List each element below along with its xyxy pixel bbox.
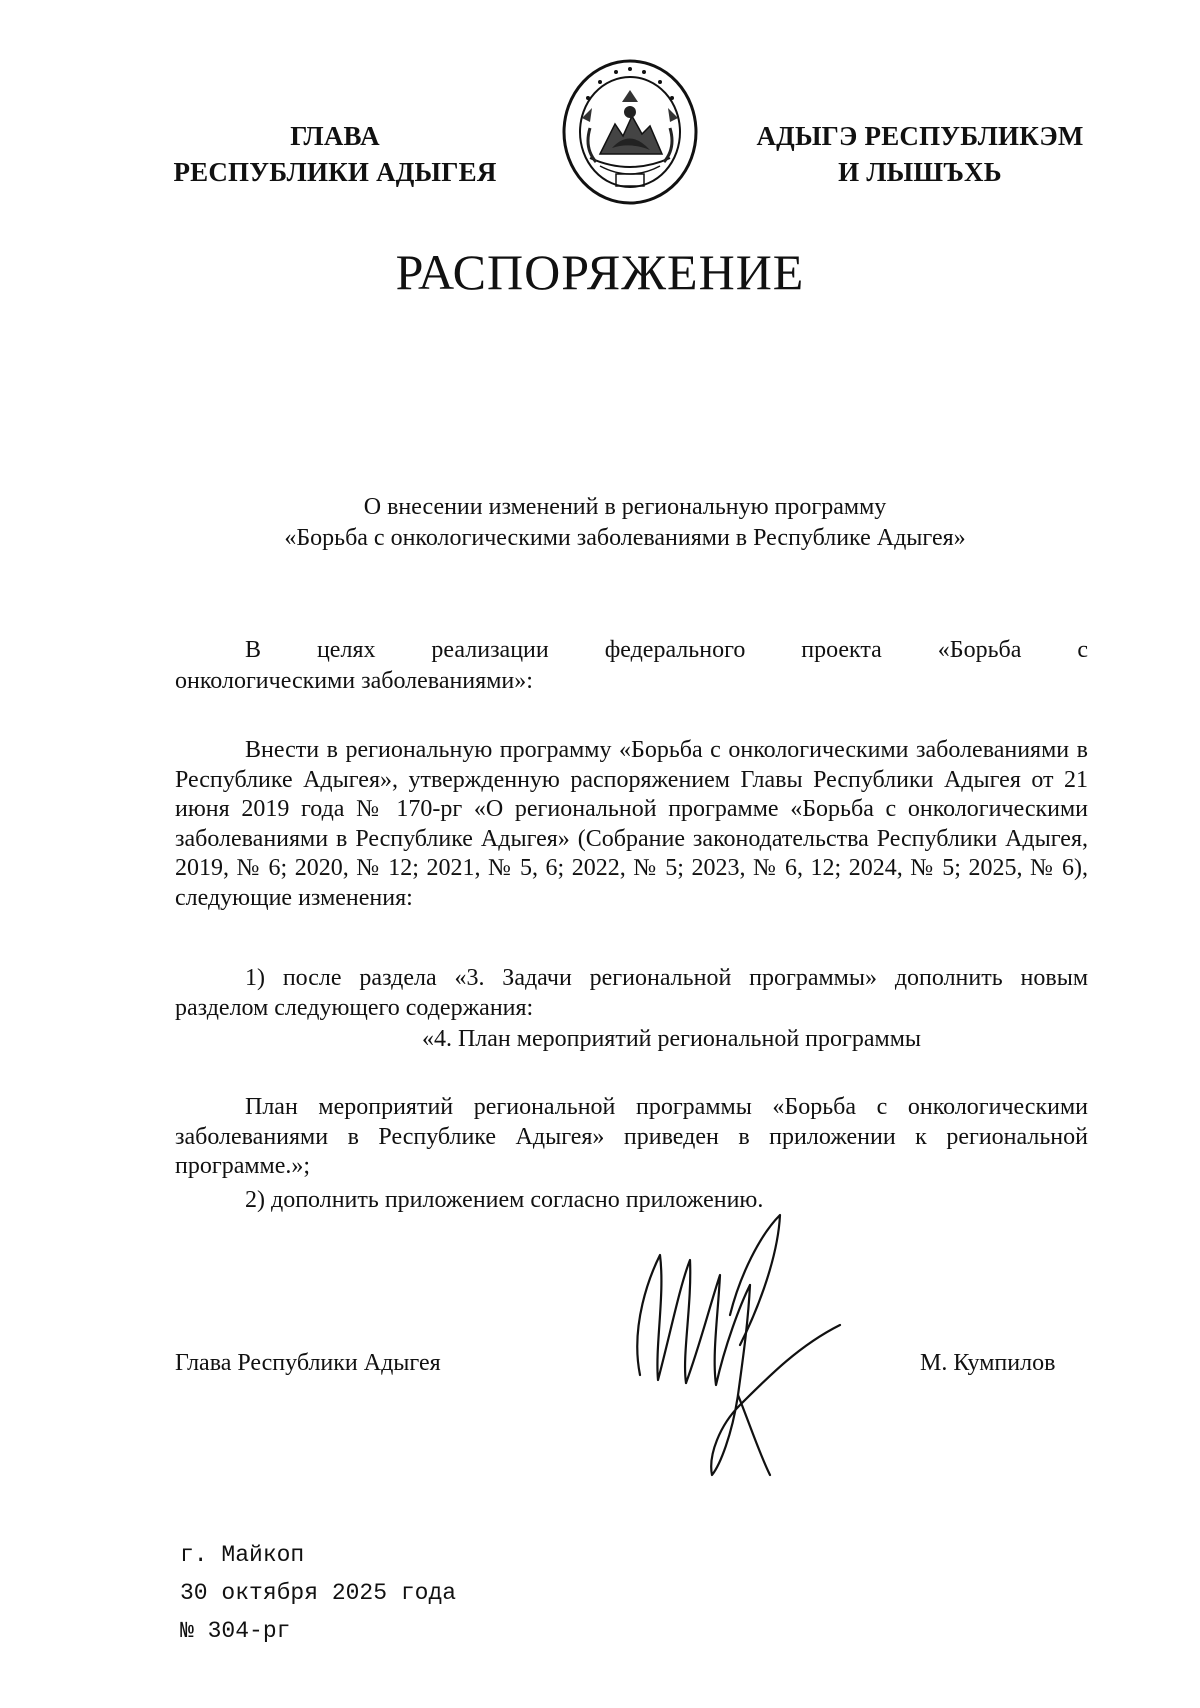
subject-line1: О внесении изменений в региональную программу [363, 494, 887, 520]
plan-paragraph: План мероприятий региональной программы «Борьба с онкологическими заболеваниями в Республике Адыгея» приведен в приложении к региональной программе.»; [175, 1094, 1088, 1179]
issuer-title-line1: ГЛАВА [290, 121, 380, 151]
signer-name: М. Кумпилов [920, 1350, 1056, 1376]
main-paragraph: Внести в региональную программу «Борьба с онкологическими заболеваниями в Республике Адыгея», утвержденную распоряжением Главы Республики Адыгея от 21 июня 2019 года № 170-рг «О региональной программе «Борьба с онкологическими заболеваниями в Республике Адыгея» (Собрание законодательства Республики Адыгея, 2019, № 6; 2020, № 12; 2021, № 5, 6; 2022, № 5; 2023, № 6, 12; 2024, № 5; 2025, № 6), следующие изменения: [175, 737, 1088, 911]
amendment-item-1: 1) после раздела «3. Задачи региональной программы» дополнить новым разделом следующего содержания: [175, 965, 1088, 1021]
subject-line2: «Борьба с онкологическими заболеваниями в Республике Адыгея» [284, 525, 966, 551]
section-heading: «4. План мероприятий региональной программы [421, 1026, 922, 1052]
preamble-line1: В целях реализации федерального проекта «Борьба с [245, 637, 1088, 663]
document-type-title: РАСПОРЯЖЕНИЕ [395, 244, 805, 300]
issuer-header-adyghe [735, 118, 1105, 190]
document-subject [160, 492, 1090, 554]
issuer-header-russian [160, 118, 510, 190]
amendment-item-2: 2) дополнить приложением согласно приложению. [245, 1187, 764, 1213]
preamble-line2: онкологическими заболеваниями»: [175, 668, 533, 694]
signer-title: Глава Республики Адыгея [175, 1350, 441, 1376]
issue-city: г. Майкоп [180, 1542, 305, 1568]
coat-of-arms-icon [560, 58, 700, 206]
handwritten-signature-icon [620, 1195, 870, 1485]
issuer-title-adyghe-line2: И ЛЫШЪХЬ [838, 157, 1002, 187]
issuer-title-adyghe-line1: АДЫГЭ РЕСПУБЛИКЭМ [756, 121, 1084, 151]
issue-date: 30 октября 2025 года [180, 1580, 457, 1606]
document-number: № 304-рг [180, 1618, 291, 1644]
issuer-title-line2: РЕСПУБЛИКИ АДЫГЕЯ [173, 157, 497, 187]
